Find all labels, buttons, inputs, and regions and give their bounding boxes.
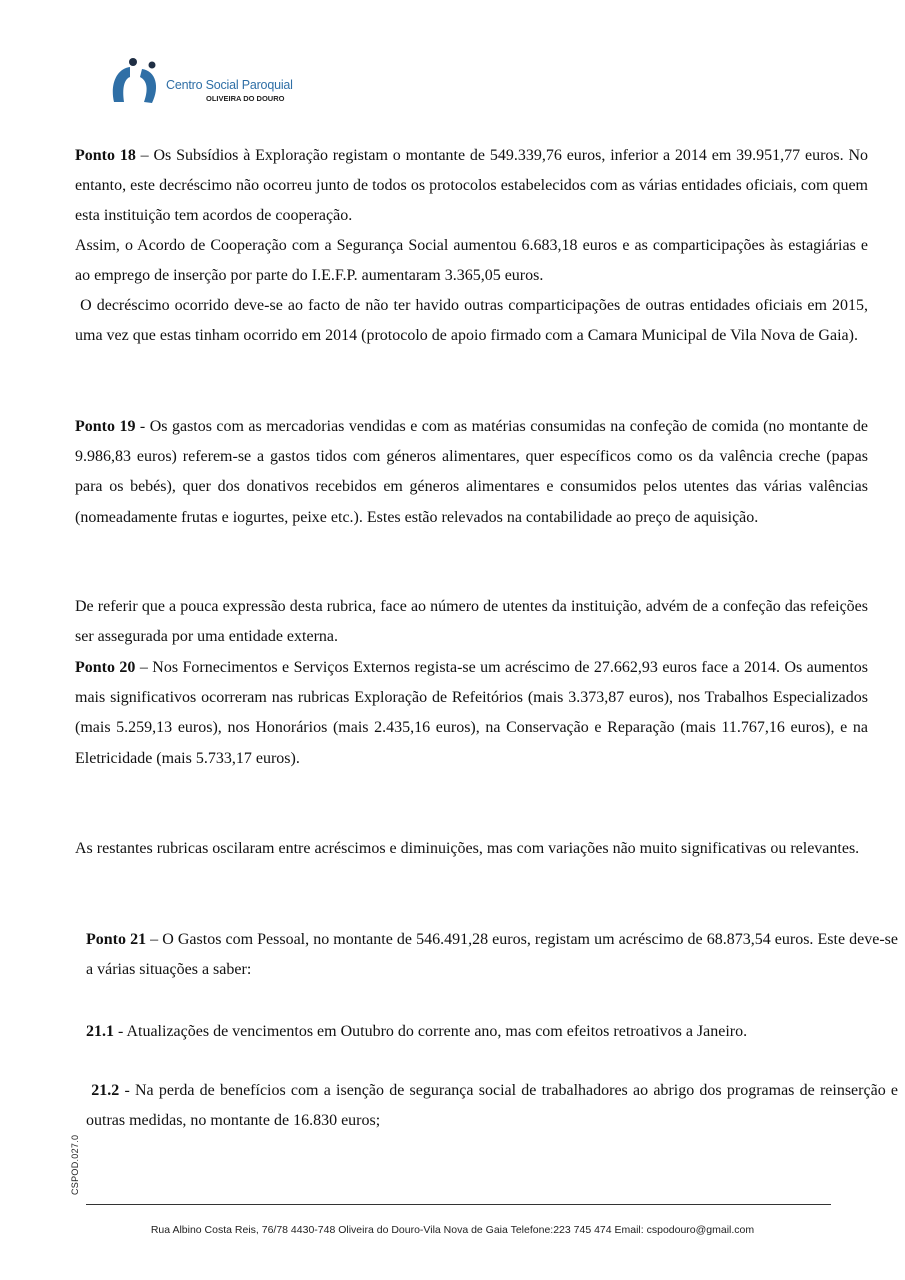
footer-divider: [86, 1204, 831, 1205]
organization-logo: [110, 57, 310, 107]
paragraph-label: 21.1: [86, 1023, 114, 1040]
logo-mark-icon: [110, 57, 166, 107]
document-code: CSPOD.027.0: [70, 1134, 80, 1195]
paragraph-label: Ponto 21: [86, 931, 147, 948]
paragraph-referir: De referir que a pouca expressão desta rubrica, face ao número de utentes da instituição, advém de a confeção das refeições ser assegurada por uma entidade externa.: [75, 598, 868, 646]
paragraph-label: Ponto 20: [75, 659, 136, 676]
paragraph-label: Ponto 19: [75, 418, 136, 435]
paragraph-ponto-19: Ponto 19 - Os gastos com as mercadorias vendidas e com as matérias consumidas na confeção de comida (no montante de 9.986,83 euros) referem-se a gastos tidos com géneros alimentares, quer específicos como os da valência creche (papas para os bebés), quer dos donativos recebidos em géneros alimentares e consumidos pelos utentes das várias valências (nomeadamente frutas e iogurtes, peixe etc.). Estes estão relevados na contabilidade ao preço de aquisição.: [75, 418, 868, 526]
logo-title: Centro Social Paroquial: [166, 78, 293, 92]
paragraph-label: 21.2: [86, 1082, 120, 1099]
footer-address: Rua Albino Costa Reis, 76/78 4430-748 Oliveira do Douro-Vila Nova de Gaia Telefone:223 745 474 Email: cspodouro@gmail.com: [150, 1224, 755, 1236]
paragraph-ponto-18: Ponto 18 – Os Subsídios à Exploração registam o montante de 549.339,76 euros, inferior a 2014 em 39.951,77 euros. No entanto, este decréscimo não ocorreu junto de todos os protocolos estabelecidos com as várias entidades oficiais, com quem esta instituição tem acordos de cooperação.: [75, 147, 869, 225]
paragraph-acordo: Assim, o Acordo de Cooperação com a Segurança Social aumentou 6.683,18 euros e as comparticipações às estagiárias e ao emprego de inserção por parte do I.E.F.P. aumentaram 3.365,05 euros.: [75, 237, 868, 285]
paragraph-21-1: 21.1 - Atualizações de vencimentos em Outubro do corrente ano, mas com efeitos retroativos a Janeiro.: [86, 1023, 748, 1040]
paragraph-label: Ponto 18: [75, 147, 136, 164]
paragraph-restantes: As restantes rubricas oscilaram entre acréscimos e diminuições, mas com variações não muito significativas ou relevantes.: [75, 840, 860, 857]
paragraph-decrescimo: O decréscimo ocorrido deve-se ao facto de não ter havido outras comparticipações de outras entidades oficiais em 2015, uma vez que estas tinham ocorrido em 2014 (protocolo de apoio firmado com a Camara Municipal de Vila Nova de Gaia).: [75, 297, 873, 345]
paragraph-ponto-20: Ponto 20 – Nos Fornecimentos e Serviços Externos regista-se um acréscimo de 27.662,93 euros face a 2014. Os aumentos mais significativos ocorreram nas rubricas Exploração de Refeitórios (mais 3.373,87 euros), nos Trabalhos Especializados (mais 5.259,13 euros), nos Honorários (mais 2.435,16 euros), na Conservação e Reparação (mais 11.767,16 euros), e na Eletricidade (mais 5.733,17 euros).: [75, 659, 868, 767]
logo-subtitle: OLIVEIRA DO DOURO: [206, 94, 285, 103]
paragraph-21-2: 21.2 - Na perda de benefícios com a isenção de segurança social de trabalhadores ao abrigo dos programas de reinserção e outras medidas, no montante de 16.830 euros;: [86, 1082, 903, 1130]
paragraph-ponto-21: Ponto 21 – O Gastos com Pessoal, no montante de 546.491,28 euros, registam um acréscimo de 68.873,54 euros. Este deve-se a várias situações a saber:: [86, 931, 898, 979]
